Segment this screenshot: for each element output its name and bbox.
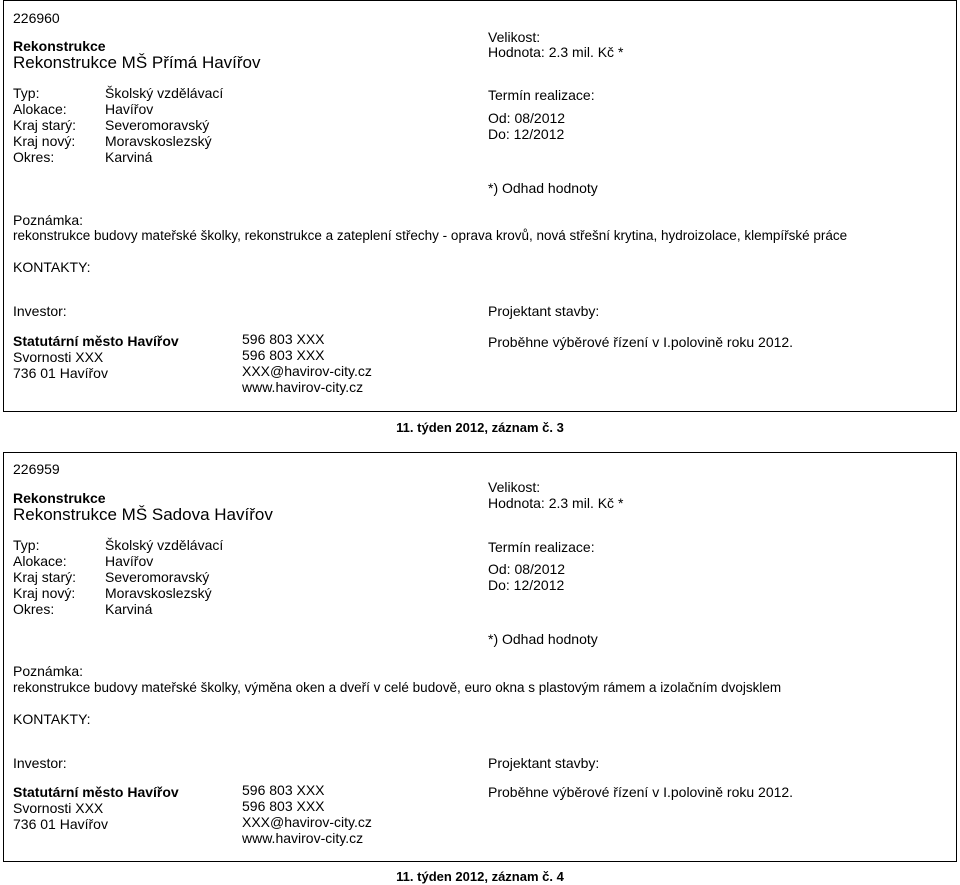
web-link[interactable]: www.havirov-city.cz: [242, 830, 364, 846]
phone: 596 803 XXX: [242, 347, 325, 363]
detail-label: Alokace:: [13, 553, 67, 569]
size-label: Velikost:: [488, 29, 541, 45]
term-from: Od: 08/2012: [488, 561, 566, 577]
value-text: Hodnota: 2.3 mil. Kč *: [488, 44, 624, 60]
detail-value: Severomoravský: [105, 117, 210, 133]
designer-text: Proběhne výběrové řízení v I.polovině roku 2012.: [488, 334, 794, 350]
detail-label: Kraj starý:: [13, 569, 77, 585]
detail-value: Moravskoslezský: [105, 585, 212, 601]
email-link[interactable]: XXX@havirov-city.cz: [242, 814, 372, 830]
estimate-note: *) Odhad hodnoty: [488, 180, 598, 196]
record-title: Rekonstrukce MŠ Sadova Havířov: [13, 505, 273, 524]
record-footer: 11. týden 2012, záznam č. 3: [396, 420, 564, 435]
investor-label: Investor:: [13, 755, 67, 771]
term-to: Do: 12/2012: [488, 577, 565, 593]
term-to: Do: 12/2012: [488, 126, 565, 142]
detail-row: [13, 117, 223, 133]
record-category: Rekonstrukce: [13, 490, 106, 506]
record-footer: 11. týden 2012, záznam č. 4: [396, 869, 564, 884]
web-link[interactable]: www.havirov-city.cz: [242, 379, 364, 395]
value-text: Hodnota: 2.3 mil. Kč *: [488, 495, 624, 511]
record-id: 226959: [13, 461, 60, 477]
detail-row: [13, 101, 223, 117]
phone: 596 803 XXX: [242, 782, 325, 798]
detail-label: Typ:: [13, 85, 40, 101]
email-link[interactable]: XXX@havirov-city.cz: [242, 363, 372, 379]
investor-city: 736 01 Havířov: [13, 365, 108, 381]
detail-value: Havířov: [105, 101, 154, 117]
designer-label: Projektant stavby:: [488, 303, 600, 319]
phone: 596 803 XXX: [242, 331, 325, 347]
detail-label: Alokace:: [13, 101, 67, 117]
note-label: Poznámka:: [13, 663, 84, 679]
detail-value: Školský vzdělávací: [105, 537, 224, 553]
term-label: Termín realizace:: [488, 539, 595, 555]
note-text: rekonstrukce budovy mateřské školky, výměna oken a dveří v celé budově, euro okna s plastovým rámem a izolačním dvojsklem: [13, 680, 782, 695]
investor-address: [13, 333, 179, 381]
detail-row: [13, 85, 223, 101]
contacts-label: KONTAKTY:: [13, 711, 91, 727]
investor-contacts: [242, 331, 372, 395]
detail-row: [13, 585, 223, 601]
designer-label: Projektant stavby:: [488, 755, 600, 771]
detail-value: Školský vzdělávací: [105, 85, 224, 101]
detail-value: Karviná: [105, 149, 153, 165]
designer-text: Proběhne výběrové řízení v I.polovině roku 2012.: [488, 784, 794, 800]
record-card: [3, 0, 957, 412]
contacts-label: KONTAKTY:: [13, 259, 91, 275]
record-id: 226960: [13, 10, 60, 26]
investor-street: Svornosti XXX: [13, 800, 104, 816]
record-title: Rekonstrukce MŠ Přímá Havířov: [13, 53, 261, 72]
detail-row: [13, 133, 223, 149]
detail-row: [13, 553, 223, 569]
investor-city: 736 01 Havířov: [13, 816, 108, 832]
detail-row: [13, 537, 223, 553]
detail-value: Havířov: [105, 553, 154, 569]
detail-label: Okres:: [13, 601, 55, 617]
detail-label: Okres:: [13, 149, 55, 165]
detail-value: Severomoravský: [105, 569, 210, 585]
investor-address: [13, 784, 179, 832]
investor-label: Investor:: [13, 303, 67, 319]
estimate-note: *) Odhad hodnoty: [488, 631, 598, 647]
detail-label: Kraj starý:: [13, 117, 77, 133]
investor-name: Statutární město Havířov: [13, 333, 179, 349]
details-list: [13, 85, 223, 165]
phone: 596 803 XXX: [242, 798, 325, 814]
detail-row: [13, 149, 223, 165]
term-label: Termín realizace:: [488, 87, 595, 103]
detail-value: Moravskoslezský: [105, 133, 212, 149]
investor-street: Svornosti XXX: [13, 349, 104, 365]
detail-label: Kraj nový:: [13, 585, 76, 601]
detail-row: [13, 569, 223, 585]
detail-label: Typ:: [13, 537, 40, 553]
investor-name: Statutární město Havířov: [13, 784, 179, 800]
details-list: [13, 537, 223, 617]
note-label: Poznámka:: [13, 212, 84, 228]
record-card: [3, 452, 957, 862]
term-from: Od: 08/2012: [488, 110, 566, 126]
record-category: Rekonstrukce: [13, 38, 106, 54]
detail-label: Kraj nový:: [13, 133, 76, 149]
note-text: rekonstrukce budovy mateřské školky, rekonstrukce a zateplení střechy - oprava krovů, nová střešní krytina, hydroizolace, klempířské práce: [13, 228, 848, 243]
detail-value: Karviná: [105, 601, 153, 617]
size-label: Velikost:: [488, 479, 541, 495]
investor-contacts: [242, 782, 372, 846]
detail-row: [13, 601, 223, 617]
